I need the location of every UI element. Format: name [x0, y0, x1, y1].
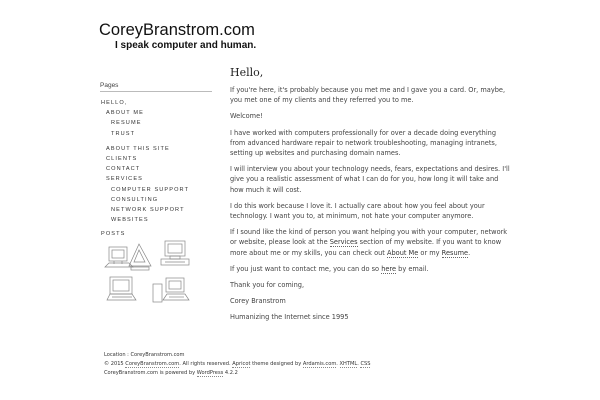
experience-paragraph: I have worked with computers professionally for over a decade doing everything from advanced hardware repair to network troubleshooting, managing intranets, setting up websites and purchasing domain names. [230, 128, 497, 158]
xhtml-link[interactable]: XHTML [339, 360, 358, 367]
footer-powered [104, 369, 544, 378]
nav-item-consulting[interactable]: CONSULTING [111, 196, 159, 203]
signature-motto: Humanizing the Internet since 1995 [230, 313, 349, 322]
sidebar-heading: Pages [100, 82, 212, 92]
footer [104, 351, 544, 378]
nav-item-trust[interactable]: TRUST [111, 130, 136, 137]
motivation-paragraph: I do this work because I love it. I actually care about how you feel about your technology. I want you to, at minimum, not hate your computer anymore. [230, 201, 485, 221]
laptop-icon [107, 277, 136, 300]
nav-item-resume[interactable]: RESUME [111, 120, 142, 127]
nav-item-network-support[interactable]: NETWORK SUPPORT [111, 206, 185, 213]
wordpress-link[interactable]: WordPress [196, 369, 224, 376]
signature-name: Corey Branstrom [230, 297, 286, 306]
footer-copyright [104, 360, 544, 369]
nav-item-hello[interactable]: HELLO, [101, 100, 128, 106]
thanks-text: Thank you for coming, [230, 281, 305, 290]
nav-item-clients[interactable]: CLIENTS [106, 155, 138, 162]
contact-text-2: by email. [396, 264, 429, 273]
theme-text: theme designed by [250, 360, 303, 367]
sidebar [100, 82, 212, 239]
footer-sep-2: . [357, 360, 361, 367]
footer-location: Location : CoreyBranstrom.com [104, 352, 185, 358]
designer-link[interactable]: Ardamis.com [302, 360, 337, 367]
nav-item-websites[interactable]: WEBSITES [111, 217, 149, 224]
nav-item-services[interactable]: SERVICES [106, 176, 143, 183]
services-text-4: . [468, 248, 471, 257]
terminal-icon [129, 244, 151, 270]
desktop-computer-icon [161, 241, 189, 265]
nav-item-about-this-site[interactable]: ABOUT THIS SITE [106, 145, 170, 152]
services-text-1: If I sound like the kind of person you want helping you with your computer, network or website, please look at the [230, 228, 508, 247]
site-title[interactable]: CoreyBranstrom.com [99, 21, 255, 39]
powered-prefix: CoreyBranstrom.com is powered by [104, 369, 197, 376]
page-title: Hello, [230, 66, 264, 79]
nav-item-posts[interactable]: POSTS [101, 231, 126, 238]
about-me-link[interactable]: About Me [386, 248, 419, 257]
footer-site-link[interactable]: CoreyBranstrom.com [125, 360, 180, 367]
nav-item-contact[interactable]: CONTACT [106, 166, 141, 173]
crt-monitor-icon [105, 247, 133, 267]
services-link[interactable]: Services [329, 238, 358, 247]
services-text-3: or my [418, 248, 442, 257]
css-link[interactable]: CSS [360, 360, 371, 367]
rights-text: . All rights reserved. [179, 360, 233, 367]
services-paragraph [230, 227, 512, 258]
nav-item-computer-support[interactable]: COMPUTER SUPPORT [111, 186, 190, 193]
welcome-text: Welcome! [230, 112, 263, 121]
contact-paragraph [230, 264, 512, 274]
main-content [230, 66, 512, 329]
pages-nav [100, 98, 212, 239]
intro-paragraph: If you're here, it's probably because you met me and I gave you a card. Or, maybe, you met one of my clients and they referred you to me. [230, 86, 506, 105]
copyright-prefix: © 2015 [104, 360, 126, 367]
interview-paragraph: I will interview you about your technology needs, fears, expectations and desires. I'll give you a realistic assessment of what I can do for you, how long it will take and how much it will cost. [230, 165, 510, 194]
theme-link[interactable]: Apricot [232, 360, 251, 367]
services-text-2: section of my website. If you want to know more about me or my skills, you can check out [230, 238, 502, 257]
footer-sep-1: . [336, 360, 340, 367]
wordpress-version: 4.2.2 [223, 369, 238, 376]
contact-text-1: If you just want to contact me, you can do so [230, 264, 382, 273]
computers-illustration [103, 240, 193, 308]
resume-link[interactable]: Resume [441, 248, 469, 257]
site-tagline: I speak computer and human. [115, 40, 257, 51]
workstation-icon [153, 278, 189, 302]
contact-here-link[interactable]: here [381, 264, 397, 273]
nav-item-about-me[interactable]: ABOUT ME [106, 110, 144, 117]
